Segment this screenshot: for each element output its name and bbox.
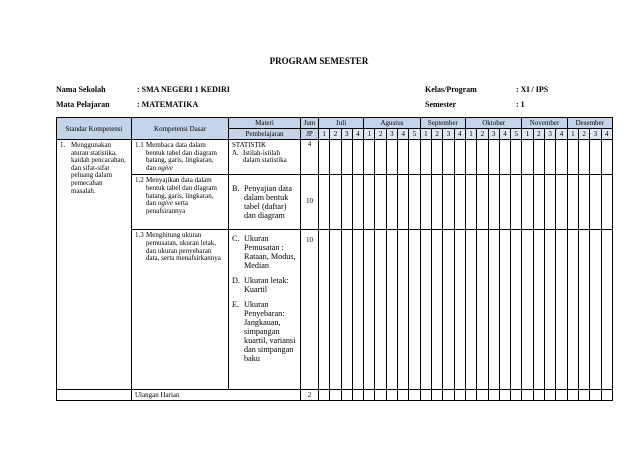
- week-number: 2: [533, 129, 544, 140]
- week-cell: [499, 230, 510, 390]
- week-cell: [386, 390, 397, 401]
- week-cell: [499, 390, 510, 401]
- week-cell: [352, 175, 363, 230]
- week-cell: [488, 390, 499, 401]
- week-cell: [319, 390, 330, 401]
- week-cell: [375, 140, 386, 175]
- week-number: 1: [465, 129, 476, 140]
- week-cell: [488, 175, 499, 230]
- week-cell: [578, 230, 589, 390]
- materi-head: STATISTIK: [232, 141, 267, 149]
- header-jp: JP: [301, 129, 319, 140]
- week-cell: [443, 230, 454, 390]
- week-cell: [330, 390, 341, 401]
- header-materi-2: Pembelajaran: [229, 129, 301, 140]
- kd-cell: [132, 175, 229, 230]
- header-jum: Jum: [301, 118, 319, 129]
- week-cell: [432, 140, 443, 175]
- week-cell: [578, 140, 589, 175]
- class-value: : XI / IPS: [516, 85, 549, 94]
- week-cell: [545, 175, 556, 230]
- footer-label-cell: [132, 390, 301, 401]
- week-cell: [319, 175, 330, 230]
- materi-text: Penyajian data dalam bentuk tabel (daftar) dan diagram: [244, 184, 292, 221]
- week-number: 3: [488, 129, 499, 140]
- kd-italic: ogive: [157, 199, 174, 208]
- header-standar: Standar Kompetensi: [57, 118, 132, 140]
- week-number: 4: [352, 129, 363, 140]
- subject-label: Mata Pelajaran: [56, 100, 110, 109]
- week-cell: [420, 140, 431, 175]
- week-cell: [511, 175, 522, 230]
- week-cell: [319, 230, 330, 390]
- semester-value: : 1: [516, 100, 525, 109]
- week-cell: [522, 140, 533, 175]
- materi-cell: [229, 140, 301, 175]
- week-number: 4: [454, 129, 465, 140]
- header-kompetensi: Kompetensi Dasar: [132, 118, 229, 140]
- standar-cell: [57, 140, 132, 390]
- header-materi-1: Materi: [229, 118, 301, 129]
- week-cell: [567, 140, 578, 175]
- week-cell: [386, 140, 397, 175]
- program-table: [56, 117, 613, 401]
- week-cell: [590, 140, 601, 175]
- week-cell: [364, 140, 375, 175]
- materi-num: B.: [232, 184, 240, 194]
- week-cell: [364, 175, 375, 230]
- week-number: 5: [409, 129, 420, 140]
- week-cell: [443, 390, 454, 401]
- week-cell: [330, 175, 341, 230]
- subject-value: : MATEMATIKA: [137, 100, 199, 109]
- week-cell: [409, 230, 420, 390]
- kd-text: Menghitung ukuran pemusatan, ukuran letak, dan ukuran penyebaran data, serta menafsirkannya: [146, 231, 221, 263]
- week-number: 5: [511, 129, 522, 140]
- materi-item: D. Ukuran letak: Kuartil: [232, 276, 289, 295]
- week-cell: [465, 140, 476, 175]
- week-cell: [488, 230, 499, 390]
- week-cell: [432, 390, 443, 401]
- week-cell: [567, 175, 578, 230]
- materi-num: A.: [232, 148, 239, 157]
- header-month: September: [420, 118, 465, 129]
- week-cell: [398, 140, 409, 175]
- week-cell: [409, 175, 420, 230]
- week-cell: [364, 230, 375, 390]
- week-cell: [545, 390, 556, 401]
- week-cell: [499, 140, 510, 175]
- footer-jp: 2: [301, 390, 319, 401]
- jp-cell: 10: [301, 175, 319, 230]
- materi-text: Istilah-istilah dalam statistika: [243, 148, 287, 165]
- week-cell: [454, 390, 465, 401]
- week-number: 1: [522, 129, 533, 140]
- materi-cell: [229, 230, 301, 390]
- week-number: 1: [319, 129, 330, 140]
- week-cell: [567, 390, 578, 401]
- week-cell: [590, 390, 601, 401]
- week-number: 4: [499, 129, 510, 140]
- kd-num: 1.2: [135, 176, 144, 185]
- week-cell: [420, 230, 431, 390]
- footer-label: Ulangan Harian: [135, 391, 180, 400]
- header-month: Desember: [567, 118, 612, 129]
- materi-item: E. Ukuran Penyebaran: Jangkauan, simpangan kuartil, variansi dan simpangan baku: [232, 300, 296, 364]
- week-cell: [409, 390, 420, 401]
- week-cell: [522, 390, 533, 401]
- jp-cell: 4: [301, 140, 319, 175]
- week-cell: [443, 140, 454, 175]
- footer-blank: [57, 390, 132, 401]
- week-cell: [477, 175, 488, 230]
- week-cell: [341, 390, 352, 401]
- week-cell: [375, 175, 386, 230]
- week-cell: [341, 175, 352, 230]
- week-cell: [432, 230, 443, 390]
- week-number: 2: [330, 129, 341, 140]
- week-cell: [590, 175, 601, 230]
- page-title: PROGRAM SEMESTER: [269, 56, 369, 66]
- week-cell: [601, 390, 612, 401]
- week-number: 1: [364, 129, 375, 140]
- week-cell: [330, 140, 341, 175]
- week-cell: [522, 175, 533, 230]
- week-cell: [386, 230, 397, 390]
- week-cell: [375, 390, 386, 401]
- kd-cell: [132, 230, 229, 390]
- week-cell: [511, 390, 522, 401]
- week-cell: [477, 390, 488, 401]
- week-cell: [364, 390, 375, 401]
- week-cell: [386, 175, 397, 230]
- kd-num: 1.1: [135, 141, 144, 149]
- week-number: 4: [556, 129, 567, 140]
- week-cell: [578, 175, 589, 230]
- week-cell: [533, 175, 544, 230]
- week-cell: [556, 175, 567, 230]
- week-cell: [601, 175, 612, 230]
- week-cell: [375, 230, 386, 390]
- week-number: 2: [432, 129, 443, 140]
- week-cell: [477, 230, 488, 390]
- week-number: 3: [443, 129, 454, 140]
- week-cell: [352, 140, 363, 175]
- header-month: Oktober: [465, 118, 522, 129]
- week-cell: [533, 230, 544, 390]
- week-cell: [522, 230, 533, 390]
- school-value: : SMA NEGERI 1 KEDIRI: [137, 85, 230, 94]
- week-cell: [511, 230, 522, 390]
- standar-num: 1.: [60, 141, 66, 149]
- week-cell: [545, 230, 556, 390]
- week-cell: [352, 230, 363, 390]
- school-label: Nama Sekolah: [56, 85, 106, 94]
- week-cell: [511, 140, 522, 175]
- week-number: 2: [477, 129, 488, 140]
- class-label: Kelas/Program: [425, 85, 477, 94]
- week-cell: [567, 230, 578, 390]
- week-cell: [330, 230, 341, 390]
- header-month: Juli: [319, 118, 364, 129]
- week-cell: [590, 230, 601, 390]
- kd-num: 1.3: [135, 231, 144, 240]
- week-cell: [420, 390, 431, 401]
- jp-cell: 10: [301, 230, 319, 390]
- week-cell: [465, 175, 476, 230]
- week-number: 3: [545, 129, 556, 140]
- week-number: 4: [398, 129, 409, 140]
- week-cell: [556, 230, 567, 390]
- week-number: 2: [375, 129, 386, 140]
- kd-tail: serta penafsirannya: [146, 199, 188, 215]
- week-cell: [465, 390, 476, 401]
- week-number: 1: [567, 129, 578, 140]
- semester-label: Semester: [425, 100, 457, 109]
- week-cell: [533, 140, 544, 175]
- week-cell: [545, 140, 556, 175]
- week-cell: [556, 390, 567, 401]
- header-month: November: [522, 118, 567, 129]
- week-number: 3: [386, 129, 397, 140]
- week-cell: [319, 140, 330, 175]
- materi-cell: [229, 175, 301, 230]
- week-number: 1: [420, 129, 431, 140]
- kd-italic: ogive: [157, 163, 174, 172]
- week-cell: [443, 175, 454, 230]
- week-cell: [341, 230, 352, 390]
- week-cell: [556, 140, 567, 175]
- kd-text: Membaca data dalam bentuk tabel dan diagram batang, garis, lingkaran, dan: [146, 141, 217, 172]
- week-cell: [454, 175, 465, 230]
- week-cell: [533, 390, 544, 401]
- week-cell: [398, 230, 409, 390]
- week-cell: [601, 230, 612, 390]
- week-cell: [477, 140, 488, 175]
- kd-text: Menyajikan data dalam bentuk tabel dan diagram batang, garis, lingkaran, dan: [146, 176, 217, 208]
- standar-text: Menggunakan aturan statistika, kaidah pencacahan, dan sifat-sifat peluang dalam pemecahan masalah.: [71, 141, 126, 195]
- week-cell: [409, 140, 420, 175]
- week-number: 3: [590, 129, 601, 140]
- materi-item: C. Ukuran Pemusatan : Rataan, Modus, Median: [232, 234, 296, 271]
- week-number: 4: [601, 129, 612, 140]
- week-cell: [488, 140, 499, 175]
- week-cell: [341, 140, 352, 175]
- week-cell: [454, 140, 465, 175]
- week-cell: [499, 175, 510, 230]
- kd-cell: [132, 140, 229, 175]
- week-number: 2: [578, 129, 589, 140]
- week-cell: [398, 390, 409, 401]
- week-cell: [432, 175, 443, 230]
- week-cell: [465, 230, 476, 390]
- week-cell: [352, 390, 363, 401]
- week-cell: [601, 140, 612, 175]
- week-cell: [578, 390, 589, 401]
- week-cell: [398, 175, 409, 230]
- week-cell: [420, 175, 431, 230]
- week-number: 3: [341, 129, 352, 140]
- week-cell: [454, 230, 465, 390]
- header-month: Agustus: [364, 118, 421, 129]
